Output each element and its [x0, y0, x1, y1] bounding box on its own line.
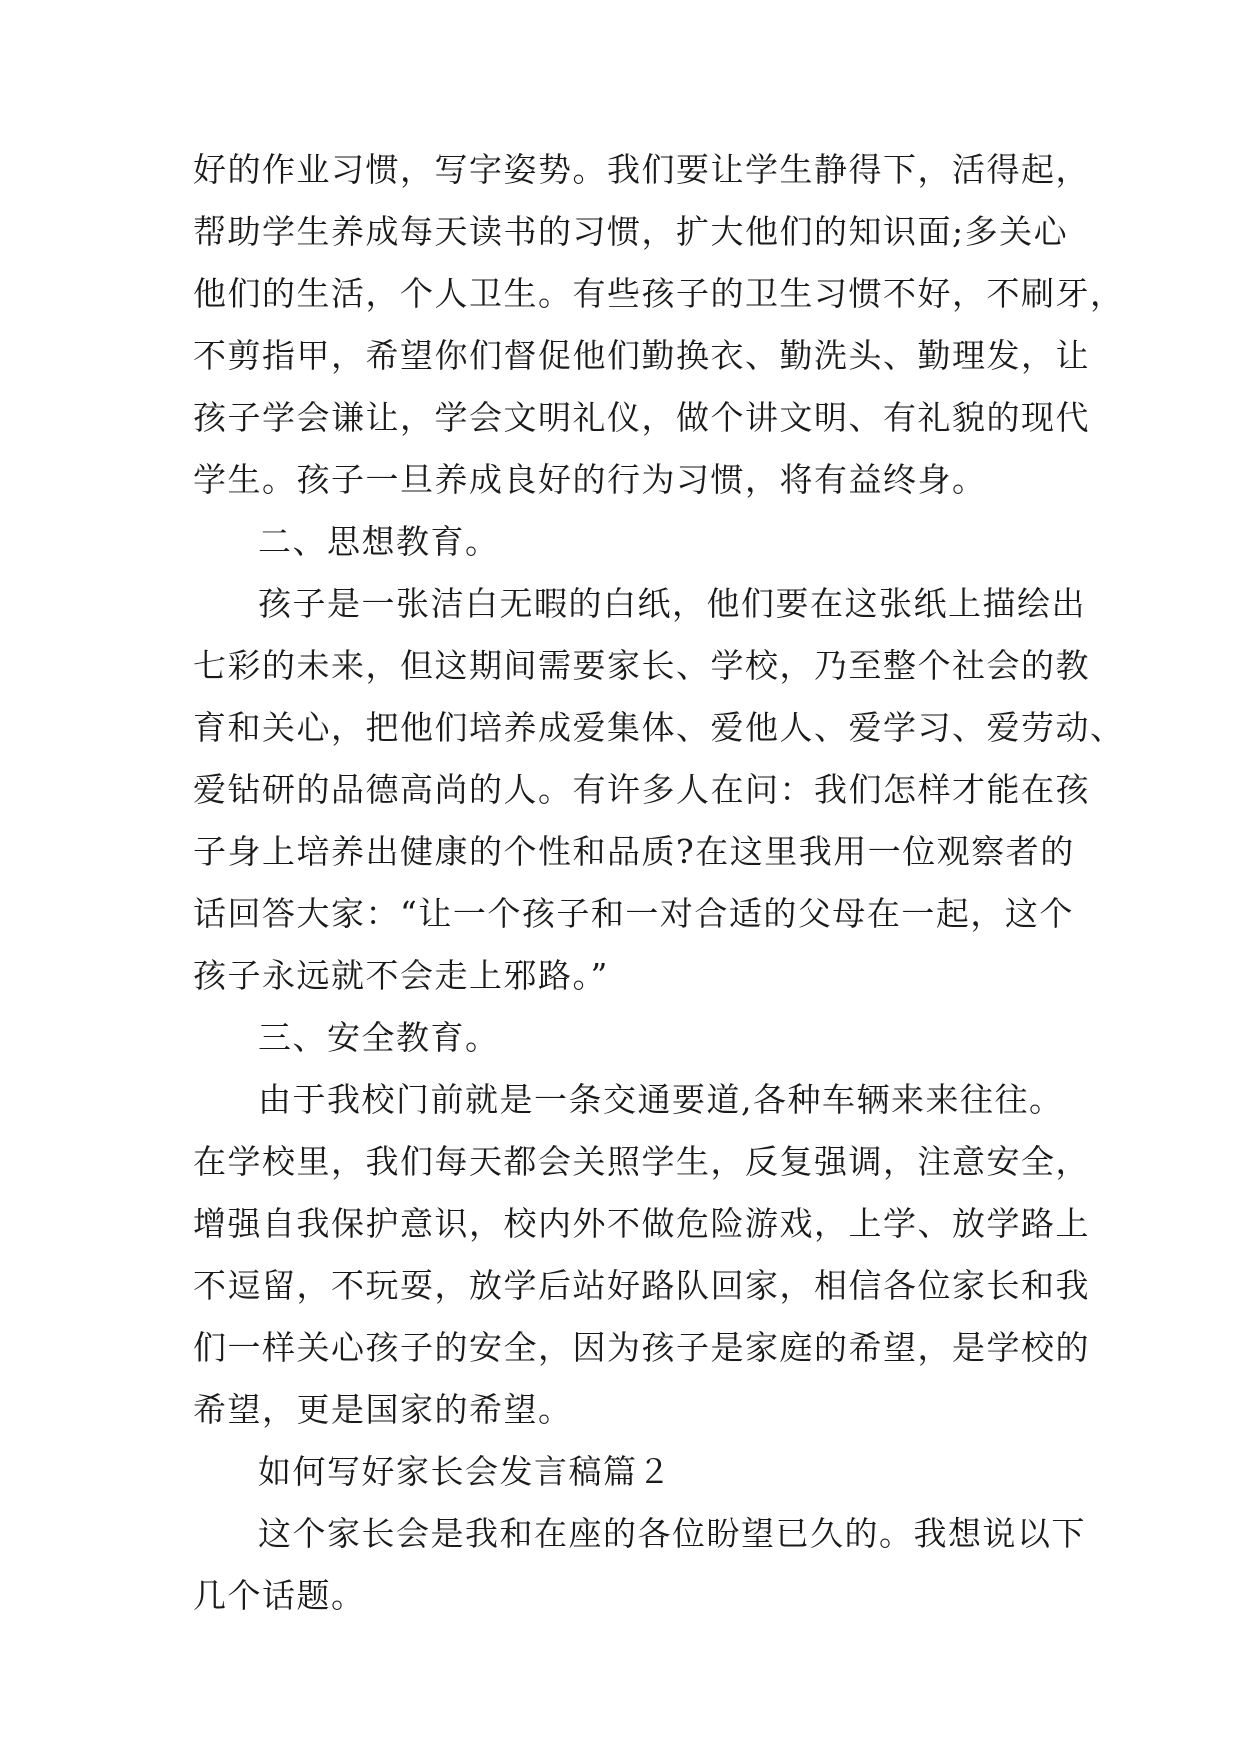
- body-text-line: 帮助学生养成每天读书的习惯，扩大他们的知识面;多关心: [193, 212, 1069, 251]
- body-text-line: 他们的生活，个人卫生。有些孩子的卫生习惯不好，不刷牙，: [193, 274, 1125, 313]
- body-text-line: 由于我校门前就是一条交通要道,各种车辆来来往往。: [258, 1080, 1064, 1119]
- body-text-line: 爱钻研的品德高尚的人。有许多人在问：我们怎样才能在孩: [193, 770, 1090, 809]
- body-text-line: 孩子永远就不会走上邪路。”: [193, 956, 609, 995]
- body-text-line: 话回答大家：“让一个孩子和一对合适的父母在一起，这个: [193, 894, 1074, 933]
- body-text-line: 希望，更是国家的希望。: [193, 1390, 573, 1429]
- body-text-line: 这个家长会是我和在座的各位盼望已久的。我想说以下: [258, 1514, 1086, 1553]
- body-text-line: 孩子是一张洁白无暇的白纸，他们要在这张纸上描绘出: [258, 584, 1086, 623]
- body-text-line: 不逗留，不玩耍，放学后站好路队回家，相信各位家长和我: [193, 1266, 1090, 1305]
- body-text-line: 们一样关心孩子的安全，因为孩子是家庭的希望，是学校的: [193, 1328, 1090, 1367]
- body-text-line: 几个话题。: [193, 1576, 366, 1615]
- article-subtitle: 如何写好家长会发言稿篇２: [258, 1452, 672, 1491]
- body-text-line: 七彩的未来，但这期间需要家长、学校，乃至整个社会的教: [193, 646, 1090, 685]
- body-text-line: 增强自我保护意识，校内外不做危险游戏，上学、放学路上: [193, 1204, 1090, 1243]
- section-heading: 二、思想教育。: [258, 522, 500, 561]
- body-text-line: 不剪指甲，希望你们督促他们勤换衣、勤洗头、勤理发，让: [193, 336, 1090, 375]
- section-heading: 三、安全教育。: [258, 1018, 500, 1057]
- body-text-line: 育和关心，把他们培养成爱集体、爱他人、爱学习、爱劳动、: [193, 708, 1125, 747]
- body-text-line: 子身上培养出健康的个性和品质?在这里我用一位观察者的: [193, 832, 1075, 871]
- body-text-line: 好的作业习惯，写字姿势。我们要让学生静得下，活得起，: [193, 150, 1090, 189]
- body-text-line: 在学校里，我们每天都会关照学生，反复强调，注意安全，: [193, 1142, 1090, 1181]
- body-text-line: 孩子学会谦让，学会文明礼仪，做个讲文明、有礼貌的现代: [193, 398, 1090, 437]
- body-text-line: 学生。孩子一旦养成良好的行为习惯，将有益终身。: [193, 460, 987, 499]
